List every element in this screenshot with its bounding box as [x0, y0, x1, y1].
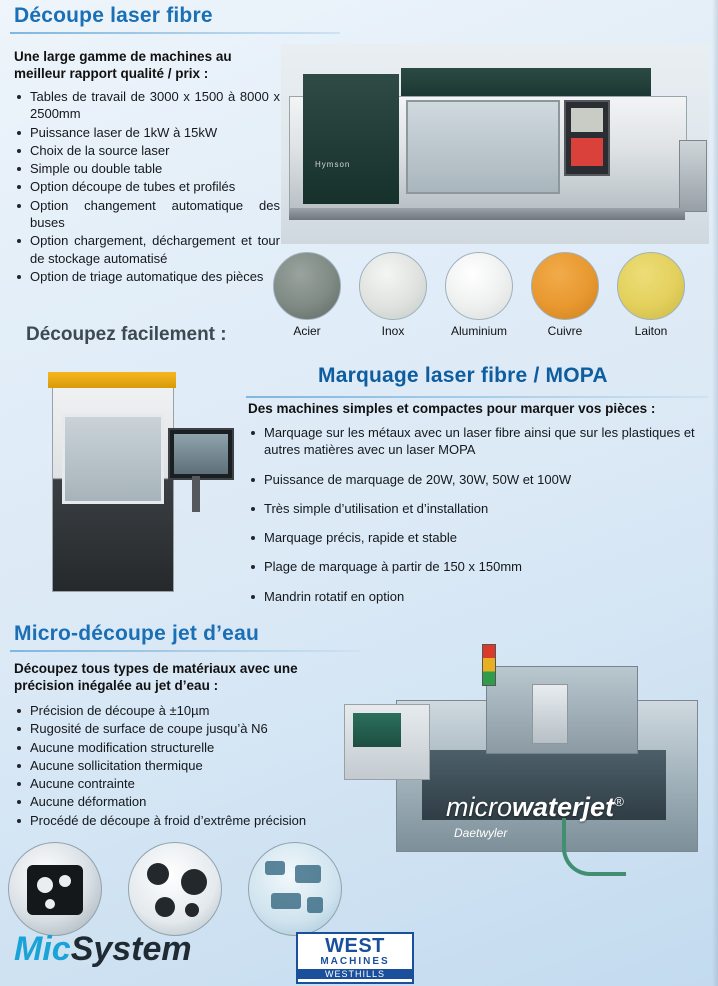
list-item: Aucune contrainte	[14, 775, 350, 792]
sample-detail	[59, 875, 71, 887]
marking-monitor-stand	[192, 476, 200, 512]
list-item: Option chargement, déchargement et tour de stockage automatisé	[14, 232, 280, 267]
laser-intro-text: Une large gamme de machines au meilleur rapport qualité / prix :	[14, 49, 232, 82]
machine-top-panel	[401, 68, 651, 96]
status-light-tower	[482, 644, 496, 686]
machine-rail	[679, 140, 707, 212]
machine-side-panel	[303, 74, 399, 204]
sample-detail	[265, 861, 285, 875]
sample-detail	[147, 863, 169, 885]
list-item: Tables de travail de 3000 x 1500 à 8000 x 2500mm	[14, 88, 280, 123]
list-item: Puissance de marquage de 20W, 30W, 50W et 100W	[248, 471, 700, 488]
marking-monitor	[168, 428, 234, 480]
company-logo-suffix: System	[70, 930, 192, 968]
section-title-waterjet: Micro-découpe jet d’eau	[14, 622, 259, 645]
divider-waterjet	[10, 650, 360, 652]
machine-screen	[571, 108, 603, 132]
company-logo	[14, 930, 192, 969]
sample-detail	[185, 903, 199, 917]
partner-logo-line3: WESTHILLS	[298, 969, 412, 979]
swatch-disc	[273, 252, 341, 320]
machine-window	[406, 100, 560, 194]
sample-part-photo-2	[128, 842, 222, 936]
sample-detail	[295, 865, 321, 883]
waterjet-intro-text: Découpez tous types de matériaux avec une précision inégalée au jet d’eau :	[14, 661, 298, 694]
material-swatch-aluminium	[442, 252, 516, 338]
divider-laser	[10, 32, 340, 34]
logo-water: water	[512, 792, 583, 822]
logo-registered-mark: ®	[614, 794, 624, 809]
list-item: Marquage sur les métaux avec un laser fibre ainsi que sur les plastiques et autres matières avec un laser MOPA	[248, 424, 700, 459]
waterjet-cnc-screen	[353, 713, 401, 747]
sample-detail	[155, 897, 175, 917]
page-edge-shadow	[712, 0, 718, 986]
machine-base	[289, 208, 685, 220]
waterjet-manufacturer-label: Daetwyler	[454, 826, 508, 840]
list-item: Simple ou double table	[14, 160, 280, 177]
sample-detail	[181, 869, 207, 895]
laser-feature-list	[14, 88, 280, 286]
divider-marking	[246, 396, 708, 398]
marking-monitor-screen	[174, 434, 228, 474]
marking-intro-text: Des machines simples et compactes pour marquer vos pièces :	[248, 401, 656, 416]
partner-logo-line1: WEST	[325, 935, 385, 957]
sample-detail	[271, 893, 301, 909]
list-item: Option découpe de tubes et profilés	[14, 178, 280, 195]
list-item: Rugosité de surface de coupe jusqu’à N6	[14, 720, 350, 737]
swatch-label: Laiton	[634, 324, 668, 338]
material-swatch-acier	[270, 252, 344, 338]
swatch-disc	[617, 252, 685, 320]
list-item: Aucune modification structurelle	[14, 739, 350, 756]
swatch-disc	[359, 252, 427, 320]
marking-feature-list	[248, 424, 700, 617]
marking-top-lid	[48, 372, 176, 388]
logo-jet: jet	[582, 792, 615, 822]
waterjet-cnc-console	[344, 704, 430, 780]
list-item: Plage de marquage à partir de 150 x 150mm	[248, 558, 700, 575]
waterjet-cutting-head	[532, 684, 568, 744]
sample-detail	[45, 899, 55, 909]
swatch-label: Inox	[381, 324, 405, 338]
material-swatch-cuivre	[528, 252, 602, 338]
swatch-disc	[531, 252, 599, 320]
logo-micro: micro	[446, 792, 512, 822]
list-item: Option changement automatique des buses	[14, 197, 280, 232]
sample-detail	[27, 865, 83, 915]
sample-detail	[37, 877, 53, 893]
list-item: Aucune sollicitation thermique	[14, 757, 350, 774]
list-item: Marquage précis, rapide et stable	[248, 529, 700, 546]
waterjet-machine-photo	[336, 640, 710, 890]
list-item: Très simple d’utilisation et d’installation	[248, 500, 700, 517]
sample-detail	[307, 897, 323, 913]
list-item: Procédé de découpe à froid d’extrême précision	[14, 812, 350, 829]
machine-control-panel	[564, 100, 610, 176]
waterjet-hose	[562, 818, 626, 876]
list-item: Mandrin rotatif en option	[248, 588, 700, 605]
material-swatch-laiton	[614, 252, 688, 338]
list-item: Choix de la source laser	[14, 142, 280, 159]
sample-part-photo-1	[8, 842, 102, 936]
section-title-laser: Découpe laser fibre	[14, 4, 213, 27]
swatch-label: Acier	[293, 324, 321, 338]
marking-door-window	[62, 414, 164, 504]
partner-logo-line2: MACHINES	[320, 956, 390, 967]
swatch-label: Aluminium	[450, 324, 507, 338]
laser-cutting-machine-photo	[281, 44, 709, 244]
marking-machine-photo	[44, 368, 240, 600]
machine-buttons	[571, 138, 603, 166]
list-item: Aucune déformation	[14, 793, 350, 810]
waterjet-feature-list	[14, 702, 350, 830]
partner-logo-west-machines	[296, 932, 414, 984]
sample-part-photo-3	[248, 842, 342, 936]
company-logo-prefix: Mic	[14, 930, 71, 968]
section-title-marking: Marquage laser fibre / MOPA	[318, 364, 608, 387]
swatch-disc	[445, 252, 513, 320]
material-swatch-inox	[356, 252, 430, 338]
machine-brand-label: Hymson	[315, 160, 351, 169]
waterjet-brand-logo	[446, 792, 696, 823]
list-item: Précision de découpe à ±10µm	[14, 702, 350, 719]
decoupez-facilement-caption: Découpez facilement :	[26, 324, 227, 345]
list-item: Puissance laser de 1kW à 15kW	[14, 124, 280, 141]
list-item: Option de triage automatique des pièces	[14, 268, 280, 285]
swatch-label: Cuivre	[547, 324, 583, 338]
